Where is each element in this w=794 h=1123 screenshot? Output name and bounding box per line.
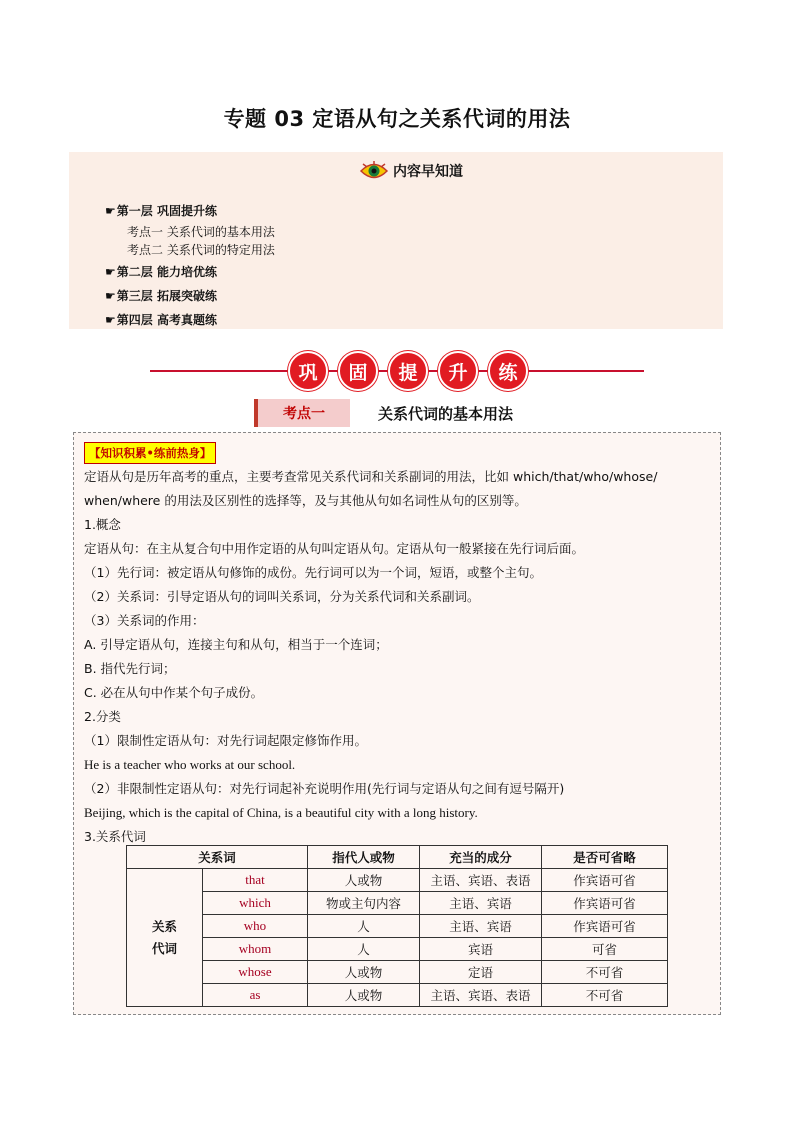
table-cell: 不可省 [542,984,668,1007]
text-line: B. 指代先行词； [84,661,176,676]
table-cell: 不可省 [542,961,668,984]
banner-char: 练 [488,351,528,391]
table-cell: 物或主句内容 [308,892,420,915]
text-line: A. 引导定语从句，连接主句和从句，相当于一个连词； [84,637,388,652]
table-header: 关系词 [127,846,308,869]
pointing-hand-icon: ☛ [105,289,116,303]
toc-item-level1[interactable]: ☛第一层 巩固提升练 [105,204,217,218]
toc-heading-text: 内容早知道 [393,164,463,180]
group-label: 关系 代词 [127,869,203,1007]
text-line: （1）限制性定语从句：对先行词起限定修饰作用。 [84,733,367,748]
table-cell: 主语、宾语 [420,892,542,915]
page-title: 专题 03 定语从句之关系代词的用法 [223,107,571,131]
text-line: 3.关系代词 [84,829,146,844]
text-line: （2）关系词：引导定语从句的词叫关系词，分为关系代词和关系副词。 [84,589,480,604]
table-cell: 作宾语可省 [542,915,668,938]
toc-item-kaodian1[interactable]: 考点一 关系代词的基本用法 [127,225,275,239]
table-row [127,984,668,1007]
pointing-hand-icon: ☛ [105,265,116,279]
section-banner [150,351,644,391]
table-row [127,869,668,892]
toc-item-level4[interactable]: ☛第四层 高考真题练 [105,313,217,327]
table-header-row [127,846,668,869]
table-cell: 主语、宾语、表语 [420,869,542,892]
table-cell: 宾语 [420,938,542,961]
eye-icon [359,160,389,182]
table-cell: 作宾语可省 [542,869,668,892]
table-cell: 可省 [542,938,668,961]
kaodian-title: 关系代词的基本用法 [378,404,514,423]
banner-char: 固 [338,351,378,391]
banner-char: 升 [438,351,478,391]
knowledge-box [73,432,721,1015]
example-sentence: Beijing, which is the capital of China, is a beautiful city with a long history. [84,805,478,820]
text-line: （3）关系词的作用： [84,613,205,628]
table-cell-word: whom [203,938,308,961]
table-cell-word: that [203,869,308,892]
table-cell: 人 [308,915,420,938]
table-cell-word: as [203,984,308,1007]
toc-item-kaodian2[interactable]: 考点二 关系代词的特定用法 [127,243,275,257]
text-line: （1）先行词：被定语从句修饰的成份。先行词可以为一个词，短语，或整个主句。 [84,565,542,580]
kaodian-header [254,398,513,428]
table-row [127,938,668,961]
table-cell: 人或物 [308,961,420,984]
text-line: C. 必在从句中作某个句子成份。 [84,685,264,700]
example-sentence: He is a teacher who works at our school. [84,757,296,772]
text-line: 1.概念 [84,517,121,532]
table-cell: 作宾语可省 [542,892,668,915]
table-row [127,892,668,915]
banner-char: 提 [388,351,428,391]
toc-heading [359,158,463,184]
text-line: （2）非限制性定语从句：对先行词起补充说明作用(先行词与定语从句之间有逗号隔开) [84,781,565,796]
table-cell: 人 [308,938,420,961]
table-header: 是否可省略 [542,846,668,869]
table-row [127,961,668,984]
text-line: 2.分类 [84,709,121,724]
kaodian-tag: 考点一 [254,399,350,427]
pointing-hand-icon: ☛ [105,313,116,327]
table-cell: 主语、宾语 [420,915,542,938]
toc-item-level2[interactable]: ☛第二层 能力培优练 [105,265,217,279]
table-cell-word: which [203,892,308,915]
table-cell-word: who [203,915,308,938]
toc-item-level3[interactable]: ☛第三层 拓展突破练 [105,289,217,303]
toc-panel [69,152,723,329]
text-line: 定语从句：在主从复合句中用作定语的从句叫定语从句。定语从句一般紧接在先行词后面。 [84,541,585,556]
table-cell: 主语、宾语、表语 [420,984,542,1007]
table-cell-word: whose [203,961,308,984]
text-line: 定语从句是历年高考的重点，主要考查常见关系代词和关系副词的用法，比如 which/that/who/whose/ [84,469,658,484]
table-cell: 人或物 [308,984,420,1007]
table-cell: 定语 [420,961,542,984]
table-row [127,915,668,938]
banner-chars [288,351,528,391]
banner-char: 巩 [288,351,328,391]
table-header: 指代人或物 [308,846,420,869]
knowledge-tag: 【知识积累•练前热身】 [84,442,216,464]
table-header: 充当的成分 [420,846,542,869]
text-line: when/where 的用法及区别性的选择等，及与其他从句如名词性从句的区别等。 [84,493,527,508]
relative-pronoun-table [126,845,668,1007]
table-cell: 人或物 [308,869,420,892]
pointing-hand-icon: ☛ [105,204,116,218]
